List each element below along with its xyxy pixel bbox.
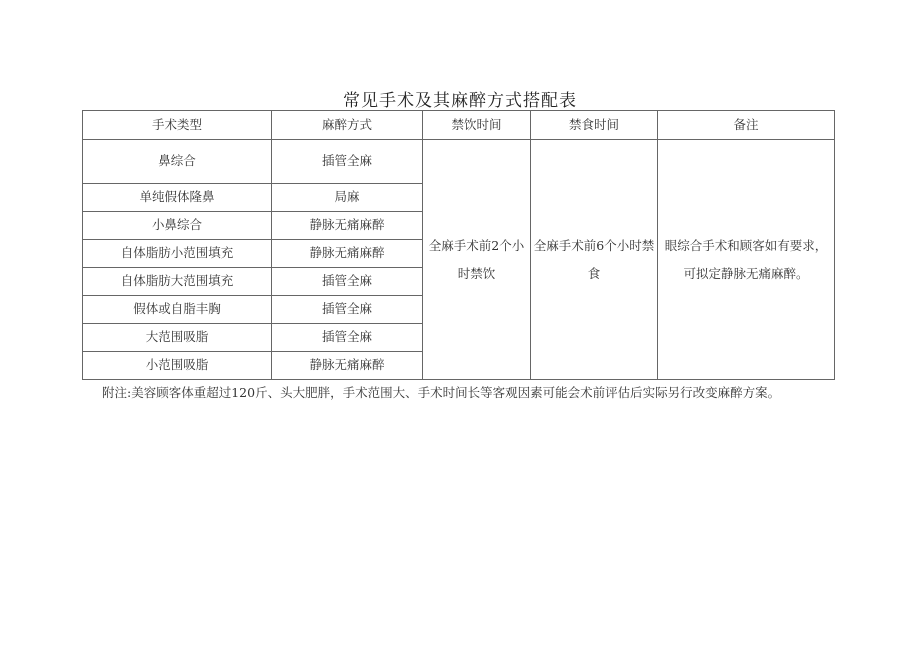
anesthesia-method-cell: 静脉无痛麻醉 [272,212,423,240]
surgery-type-cell: 自体脂肪大范围填充 [83,268,272,296]
no-drinking-time-cell: 全麻手术前2个小时禁饮 [423,140,531,380]
anesthesia-method-cell: 插管全麻 [272,324,423,352]
remarks-cell: 眼综合手术和顾客如有要求，可拟定静脉无痛麻醉。 [658,140,835,380]
header-anesthesia-method: 麻醉方式 [272,111,423,140]
header-fasting-time: 禁食时间 [531,111,658,140]
anesthesia-method-cell: 插管全麻 [272,296,423,324]
surgery-type-cell: 鼻综合 [83,140,272,184]
header-remarks: 备注 [658,111,835,140]
header-surgery-type: 手术类型 [83,111,272,140]
surgery-type-cell: 小鼻综合 [83,212,272,240]
surgery-type-cell: 自体脂肪小范围填充 [83,240,272,268]
surgery-type-cell: 单纯假体隆鼻 [83,184,272,212]
anesthesia-method-cell: 静脉无痛麻醉 [272,352,423,380]
table-row [83,140,835,184]
surgery-type-cell: 小范围吸脂 [83,352,272,380]
anesthesia-method-cell: 插管全麻 [272,140,423,184]
footnote: 附注:美容顾客体重超过120斤、头大肥胖，手术范围大、手术时间长等客观因素可能会术前评估后实际另行改变麻醉方案。 [102,385,781,400]
table-header-row [83,111,835,140]
surgery-type-cell: 假体或自脂丰胸 [83,296,272,324]
anesthesia-method-cell: 局麻 [272,184,423,212]
fasting-time-cell: 全麻手术前6个小时禁食 [531,140,658,380]
anesthesia-method-cell: 静脉无痛麻醉 [272,240,423,268]
document-title: 常见手术及其麻醉方式搭配表 [343,91,577,111]
anesthesia-table [82,110,835,380]
anesthesia-method-cell: 插管全麻 [272,268,423,296]
header-no-drinking-time: 禁饮时间 [423,111,531,140]
surgery-type-cell: 大范围吸脂 [83,324,272,352]
